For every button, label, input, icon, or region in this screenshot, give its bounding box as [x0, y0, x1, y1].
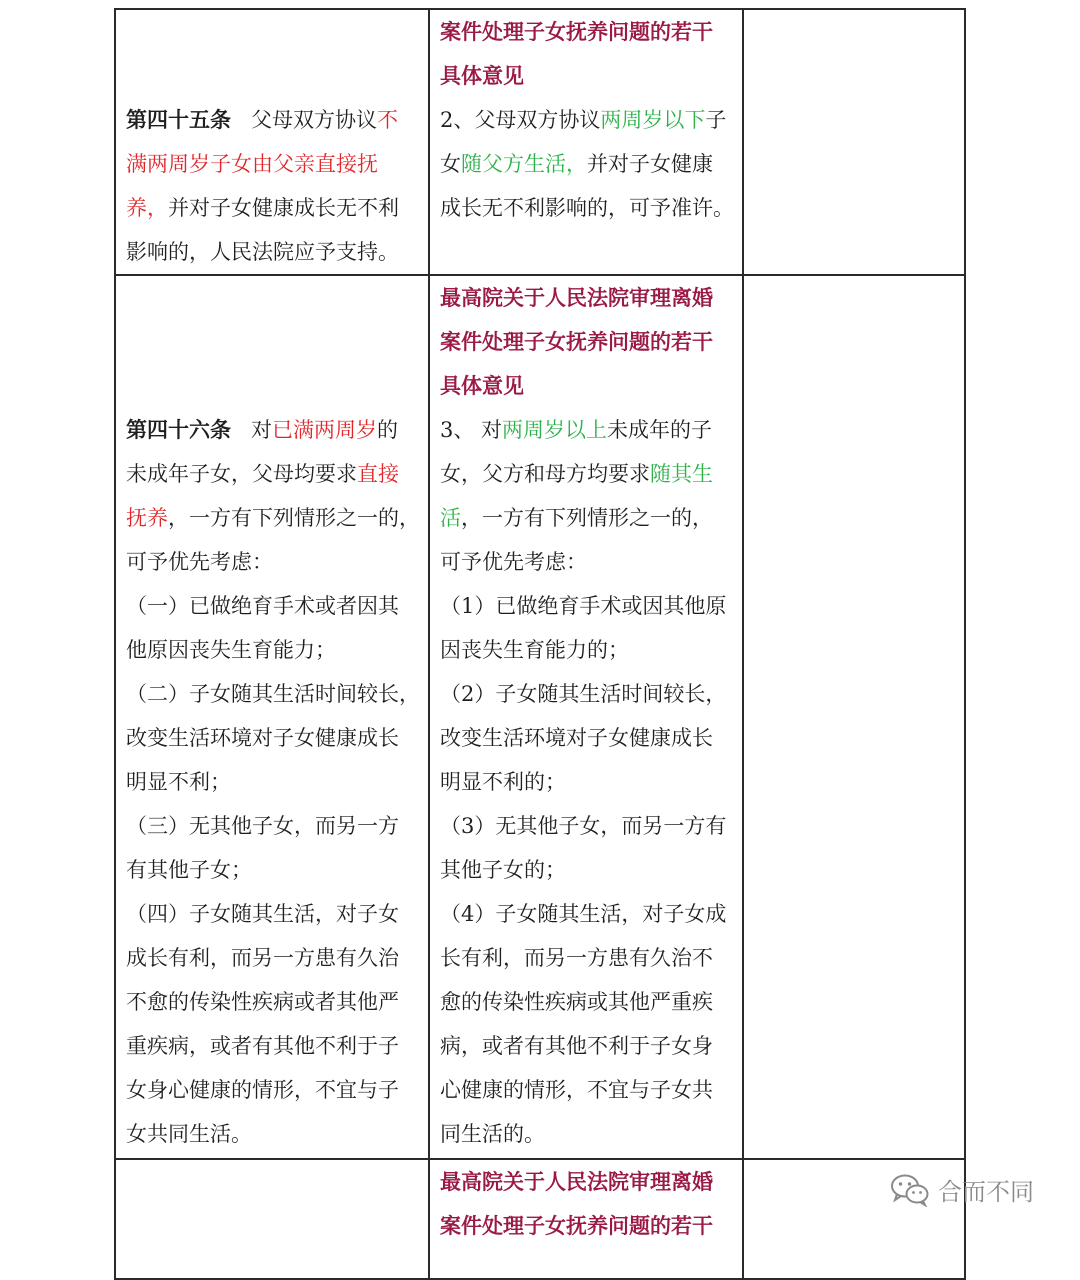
- section-title: 具体意见: [440, 64, 524, 88]
- article-number: 第四十五条: [126, 108, 231, 132]
- section-title: 案件处理子女抚养问题的若干: [440, 1214, 713, 1238]
- right-cell-empty: [743, 9, 965, 275]
- mid-cell-opinion-next: [429, 1159, 743, 1279]
- left-cell-art46: 第四十六条 对已满两周岁的 未成年子女，父母均要求直接 抚养，一方有下列情形之一的， 可予优先考虑： （一）已做绝育手术或者因其 他原因丧失生育能力； （二）子女随其生活时间较长， 改变生活环境对子女健康成长 明显不利； （三）无其他子女，而另一方 有其他子女； （四）子女随其生活，对子女 成长有利，而另一方患有久治 不愈的传染性疾病或者其他严 重疾病，或者有其他不利于子 女身心健康的情形，不宜与子 女共同生活。: [115, 275, 429, 1159]
- table-row: [115, 275, 965, 1159]
- right-cell-empty: [743, 275, 965, 1159]
- section-title: 最高院关于人民法院审理离婚: [440, 286, 713, 310]
- watermark-text: 合而不同: [938, 1178, 1034, 1206]
- mid-cell-opinion3: 最高院关于人民法院审理离婚 案件处理子女抚养问题的若干 具体意见 3、 对两周岁以上未成年的子 女，父方和母方均要求随其生 活，一方有下列情形之一的， 可予优先考虑： （1）已做绝育手术或因其他原 因丧失生育能力的； （2）子女随其生活时间较长， 改变生活环境对子女健康成长 明显不利的； （3）无其他子女，而另一方有 其他子女的； （4）子女随其生活，对子女成 长有利，而另一方患有久治不 愈的传染性疾病或其他严重疾 病，或者有其他不利于子女身 心健康的情形，不宜与子女共 同生活的。: [429, 275, 743, 1159]
- section-title: 具体意见: [440, 374, 524, 398]
- section-title: 案件处理子女抚养问题的若干: [440, 330, 713, 354]
- wechat-icon: [890, 1173, 930, 1207]
- left-cell-art45: 第四十五条 父母双方协议不 满两周岁子女由父亲直接抚 养，并对子女健康成长无不利 影响的，人民法院应予支持。: [115, 9, 429, 275]
- table-row: [115, 9, 965, 275]
- section-title: 案件处理子女抚养问题的若干: [440, 20, 713, 44]
- section-title: 最高院关于人民法院审理离婚: [440, 1170, 713, 1194]
- comparison-table: [114, 8, 966, 1280]
- table-row: [115, 1159, 965, 1279]
- left-cell-empty: [115, 1159, 429, 1279]
- watermark: [890, 1172, 1034, 1207]
- article-number: 第四十六条: [126, 418, 231, 442]
- mid-cell-opinion2: 案件处理子女抚养问题的若干 具体意见 2、父母双方协议两周岁以下子 女随父方生活，并对子女健康 成长无不利影响的，可予准许。: [429, 9, 743, 275]
